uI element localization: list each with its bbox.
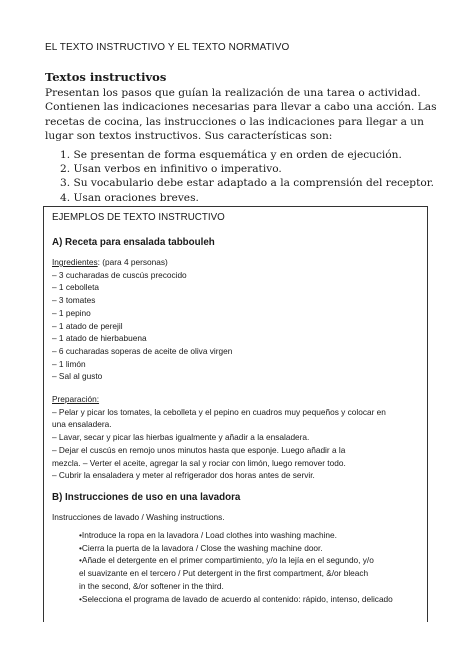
preparation-block	[52, 393, 422, 482]
ingredient-item: – 1 atado de hierbabuena	[52, 333, 147, 344]
document-title: EL TEXTO INSTRUCTIVO Y EL TEXTO NORMATIVO	[45, 42, 290, 53]
characteristic-item: 3. Su vocabulario debe estar adaptado a la comprensión del receptor.	[60, 177, 434, 190]
section-heading-textos-instructivos: Textos instructivos	[45, 70, 167, 84]
ingredients-note: : (para 4 personas)	[97, 257, 168, 267]
examples-box	[43, 206, 428, 622]
ingredient-item: – 6 cucharadas soperas de aceite de oliva virgen	[52, 345, 233, 356]
preparation-line: mezcla. – Verter el aceite, agregar la sal y rociar con limón, luego remover todo.	[52, 457, 346, 468]
ingredients-header-line	[52, 256, 422, 269]
washing-instructions-list	[79, 529, 421, 605]
recipe-heading: A) Receta para ensalada tabbouleh	[52, 237, 215, 248]
preparation-line: – Lavar, secar y picar las hierbas igualmente y añadir a la ensaladera.	[52, 432, 310, 443]
ingredient-item: – 3 cucharadas de cuscús precocido	[52, 269, 187, 280]
examples-title: EJEMPLOS DE TEXTO INSTRUCTIVO	[52, 212, 225, 223]
characteristic-item: 4. Usan oraciones breves.	[60, 191, 199, 204]
ingredients-block	[52, 256, 422, 383]
washing-step: •Selecciona el programa de lavado de acuerdo al contenido: rápido, intenso, delicado	[79, 593, 393, 604]
ingredient-item: – 3 tomates	[52, 295, 96, 306]
preparation-line: – Dejar el cuscús en remojo unos minutos hasta que esponje. Luego añadir a la	[52, 444, 346, 455]
washing-step: in the second, &/or softener in the third.	[79, 580, 224, 591]
washing-instructions-label: Instrucciones de lavado / Washing instructions.	[52, 512, 225, 522]
intro-text	[45, 86, 445, 205]
washer-heading: B) Instrucciones de uso en una lavadora	[52, 492, 241, 503]
preparation-line: una ensaladera.	[52, 419, 112, 430]
ingredient-item: – Sal al gusto	[52, 371, 103, 382]
ingredient-item: – 1 cebolleta	[52, 282, 100, 293]
preparation-line: – Pelar y picar los tomates, la cebolleta y el pepino en cuadros muy pequeños y colocar en	[52, 406, 386, 417]
washing-step: •Añade el detergente en el primer compartimiento, y/o la lejía en el segundo, y/o	[79, 555, 374, 566]
washing-step: el suavizante en el tercero / Put detergent in the first compartment, &/or bleach	[79, 568, 369, 579]
characteristic-item: 1. Se presentan de forma esquemática y en orden de ejecución.	[60, 148, 402, 161]
characteristic-item: 2. Usan verbos en infinitivo o imperativo.	[60, 163, 282, 176]
ingredients-label: Ingredientes	[52, 257, 98, 267]
ingredient-item: – 1 atado de perejil	[52, 320, 123, 331]
intro-paragraph: Presentan los pasos que guían la realización de una tarea o actividad. Contienen las indicaciones necesarias para llevar a cabo una acción. Las recetas de cocina, las instrucciones o las indicaciones para llegar a un lugar son textos instructivos. Sus características son:	[45, 87, 437, 143]
preparation-line: – Cubrir la ensaladera y meter al refrigerador dos horas antes de servir.	[52, 470, 315, 481]
characteristics-list	[45, 148, 445, 206]
ingredient-item: – 1 limón	[52, 358, 86, 369]
preparation-label: Preparación:	[52, 394, 100, 404]
washing-step: •Cierra la puerta de la lavadora / Close the washing machine door.	[79, 542, 323, 553]
washing-step: •Introduce la ropa en la lavadora / Load clothes into washing machine.	[79, 530, 337, 540]
ingredient-item: – 1 pepino	[52, 307, 91, 318]
